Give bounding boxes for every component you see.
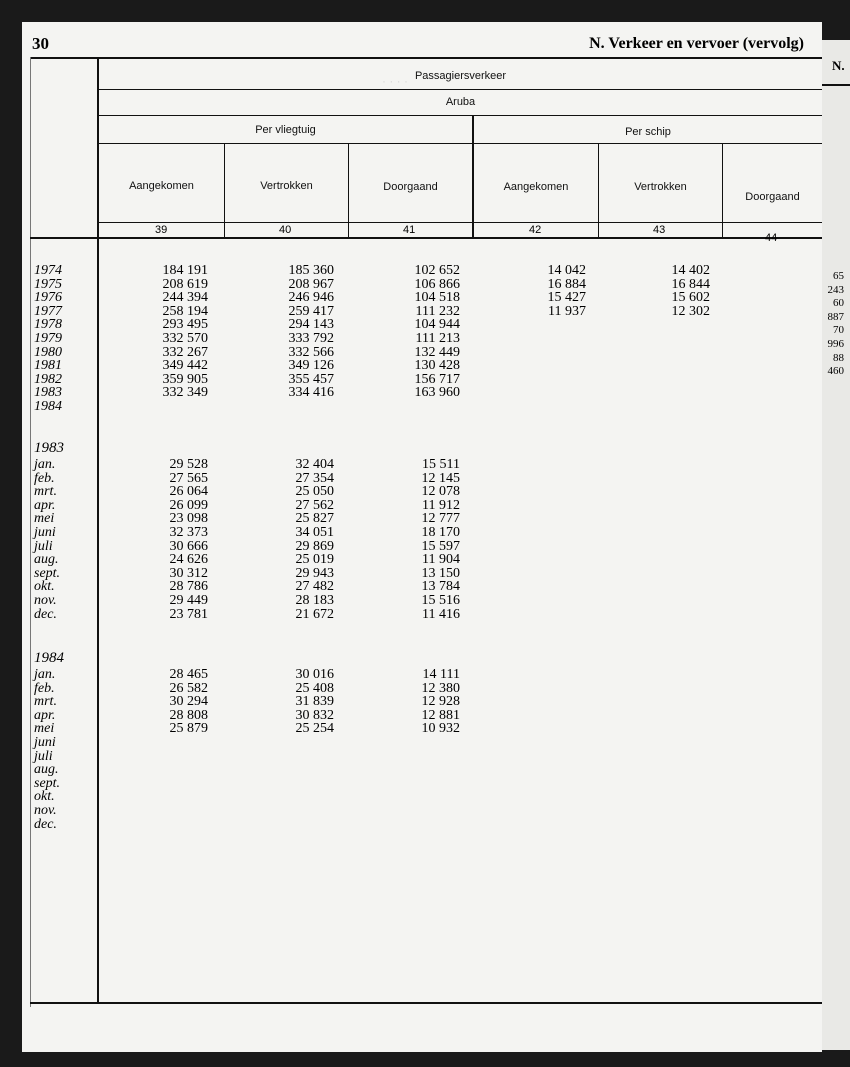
year-label: 1980 — [34, 344, 62, 360]
cell: 23 098 — [169, 511, 208, 527]
adjacent-col-44 — [822, 270, 844, 379]
adjacent-page-rule — [822, 84, 850, 86]
cell: 28 465 — [169, 667, 208, 682]
cell: 28 183 — [295, 592, 334, 608]
cell: 332 267 — [162, 344, 208, 360]
month-label: aug. — [34, 762, 59, 778]
cell: 24 626 — [169, 552, 208, 568]
cell: 163 960 — [414, 385, 460, 401]
adjacent-page — [822, 40, 850, 1050]
cell: 21 672 — [295, 606, 334, 622]
cell: 30 312 — [169, 565, 208, 581]
rule-header-4 — [99, 222, 822, 223]
cell: 11 912 — [422, 497, 460, 513]
cell: 106 866 — [414, 276, 460, 292]
cell: 12 380 — [421, 680, 460, 696]
rule-left-edge — [30, 57, 31, 1007]
cell: 15 511 — [422, 457, 460, 472]
m1983-col-39 — [132, 458, 208, 621]
month-label: okt. — [34, 579, 55, 595]
cell: 25 879 — [169, 721, 208, 737]
cell: 359 905 — [162, 371, 208, 387]
cell — [132, 400, 208, 414]
cell: 88 460 — [827, 351, 844, 378]
annual-col-43 — [634, 264, 710, 318]
m1984-col-41 — [384, 668, 460, 736]
cell: 14 111 — [422, 667, 460, 682]
cell: 23 781 — [169, 606, 208, 622]
cell: 246 946 — [288, 290, 334, 306]
cell: 31 839 — [295, 694, 334, 710]
col-header-40: Vertrokken — [260, 180, 313, 192]
cell: 29 943 — [295, 565, 334, 581]
m1984-col-40 — [258, 668, 334, 736]
cell: 27 565 — [169, 470, 208, 486]
cell: 156 717 — [414, 371, 460, 387]
cell: 349 126 — [288, 358, 334, 374]
cell: 14 042 — [547, 263, 586, 278]
col-header-42: Aangekomen — [503, 181, 569, 193]
cell: 70 996 — [827, 324, 844, 350]
month-label: juli — [34, 538, 53, 554]
col-header-41: Doorgaand — [383, 181, 438, 193]
month-label: mei — [34, 511, 55, 527]
cell: 332 570 — [162, 330, 208, 346]
cell: 25 408 — [295, 680, 334, 696]
cell: 12 881 — [421, 707, 460, 723]
month-label: mrt. — [34, 484, 57, 500]
cell: 15 516 — [421, 592, 460, 608]
annual-col-39 — [132, 264, 208, 414]
group-header: Passagiersverkeer — [414, 70, 507, 82]
cell: 184 191 — [162, 263, 208, 278]
cell: 26 064 — [169, 484, 208, 500]
cell: 332 349 — [162, 385, 208, 401]
page-title: N. Verkeer en vervoer (vervolg) — [589, 35, 804, 52]
cell: 13 150 — [421, 565, 460, 581]
cell: 25 827 — [295, 511, 334, 527]
rule-stub — [97, 59, 99, 1004]
year-label: 1978 — [34, 317, 62, 333]
cell: 27 562 — [295, 497, 334, 513]
month-label: sept. — [34, 565, 61, 581]
cell: 111 213 — [415, 330, 460, 346]
year-label: 1982 — [34, 371, 62, 387]
cell: 30 294 — [169, 694, 208, 710]
month-label: apr. — [34, 497, 56, 513]
month-label: juni — [34, 734, 56, 750]
cell: 208 619 — [162, 276, 208, 292]
month-label: sept. — [34, 775, 61, 791]
cell: 11 904 — [422, 552, 460, 568]
cell: 132 449 — [414, 344, 460, 360]
rule-header-2 — [99, 115, 822, 116]
months-1983 — [34, 442, 64, 621]
month-label: jan. — [34, 667, 56, 682]
cell: 18 170 — [421, 524, 460, 540]
cell: 208 967 — [288, 276, 334, 292]
cell: 26 099 — [169, 497, 208, 513]
months-1984 — [34, 652, 64, 831]
cell: 30 016 — [295, 667, 334, 682]
cell: 25 019 — [295, 552, 334, 568]
col-number-44: 44 — [765, 232, 778, 244]
annual-col-42 — [510, 264, 586, 318]
month-label: mei — [34, 721, 55, 737]
adjacent-page-title: N. — [832, 58, 845, 73]
month-label: dec. — [34, 816, 57, 832]
cell: 30 832 — [295, 707, 334, 723]
cell: 15 427 — [547, 290, 586, 306]
cell: 12 145 — [421, 470, 460, 486]
year-heading: 1984 — [34, 650, 64, 666]
air-header: Per vliegtuig — [255, 124, 316, 136]
cell: 29 449 — [169, 592, 208, 608]
rule-bottom — [30, 1002, 822, 1004]
cell: 258 194 — [162, 303, 208, 319]
rule-header-1 — [99, 89, 822, 90]
rule-top — [30, 57, 822, 59]
cell: 15 602 — [671, 290, 710, 306]
cell: 13 784 — [421, 579, 460, 595]
m1984-col-39 — [132, 668, 208, 736]
cell: 28 786 — [169, 579, 208, 595]
cell: 10 932 — [421, 721, 460, 737]
annual-col-40 — [258, 264, 334, 414]
island-header: Aruba — [445, 96, 476, 108]
sea-header: Per schip — [625, 126, 671, 138]
month-label: juli — [34, 748, 53, 764]
month-label: feb. — [34, 680, 55, 696]
cell: 12 302 — [671, 303, 710, 319]
col-header-43: Vertrokken — [634, 181, 687, 193]
cell: 259 417 — [288, 303, 334, 319]
cell: 130 428 — [414, 358, 460, 374]
cell: 14 402 — [671, 263, 710, 278]
month-label: mrt. — [34, 694, 57, 710]
month-label: okt. — [34, 789, 55, 805]
cell: 355 457 — [288, 371, 334, 387]
year-label: 1984 — [34, 398, 62, 414]
cell: 12 078 — [421, 484, 460, 500]
col-number-41: 41 — [403, 224, 416, 236]
m1983-col-40 — [258, 458, 334, 621]
month-label: juni — [34, 524, 56, 540]
cell: 111 232 — [415, 303, 460, 319]
cell: 185 360 — [288, 263, 334, 278]
rule-header-5 — [30, 237, 822, 239]
cell: 60 887 — [827, 297, 844, 323]
cell — [258, 400, 334, 414]
month-label: feb. — [34, 470, 55, 486]
cell: 65 243 — [827, 270, 844, 296]
book-page — [22, 22, 822, 1052]
cell: 333 792 — [288, 330, 334, 346]
page-number: 30 — [32, 34, 49, 53]
col-number-39: 39 — [155, 224, 168, 236]
month-label: dec. — [34, 606, 57, 622]
year-label: 1975 — [34, 276, 62, 292]
col-header-39: Aangekomen — [129, 180, 194, 192]
cell: 294 143 — [288, 317, 334, 333]
col-number-42: 42 — [529, 224, 542, 236]
year-label: 1974 — [34, 263, 62, 278]
cell: 334 416 — [288, 385, 334, 401]
year-label: 1983 — [34, 385, 62, 401]
cell: 25 050 — [295, 484, 334, 500]
cell: 15 597 — [421, 538, 460, 554]
col-number-43: 43 — [653, 224, 666, 236]
cell: 32 404 — [295, 457, 334, 472]
cell: 293 495 — [162, 317, 208, 333]
month-label: aug. — [34, 552, 59, 568]
year-label: 1977 — [34, 303, 62, 319]
cell: 29 869 — [295, 538, 334, 554]
year-label: 1976 — [34, 290, 62, 306]
year-label: 1981 — [34, 358, 62, 374]
year-label: 1979 — [34, 330, 62, 346]
cell: 34 051 — [295, 524, 334, 540]
month-label: jan. — [34, 457, 56, 472]
year-heading: 1983 — [34, 440, 64, 456]
cell: 349 442 — [162, 358, 208, 374]
col-number-40: 40 — [279, 224, 292, 236]
cell: 30 666 — [169, 538, 208, 554]
cell: 28 808 — [169, 707, 208, 723]
month-label: apr. — [34, 707, 56, 723]
cell: 25 254 — [295, 721, 334, 737]
cell: 12 777 — [421, 511, 460, 527]
cell: 16 884 — [547, 276, 586, 292]
annual-years — [34, 264, 62, 414]
cell: 12 928 — [421, 694, 460, 710]
bleed-through-text: · · · · — [382, 74, 408, 88]
cell: 27 482 — [295, 579, 334, 595]
month-label: nov. — [34, 802, 57, 818]
m1983-col-41 — [384, 458, 460, 621]
cell: 26 582 — [169, 680, 208, 696]
cell: 32 373 — [169, 524, 208, 540]
cell: 11 937 — [548, 303, 586, 319]
cell: 29 528 — [169, 457, 208, 472]
col-header-44: Doorgaand — [745, 191, 800, 203]
cell — [384, 400, 460, 414]
cell: 27 354 — [295, 470, 334, 486]
annual-col-41 — [384, 264, 460, 414]
month-label: nov. — [34, 592, 57, 608]
cell: 102 652 — [414, 263, 460, 278]
cell: 332 566 — [288, 344, 334, 360]
cell: 11 416 — [422, 606, 460, 622]
cell: 16 844 — [671, 276, 710, 292]
cell: 104 518 — [414, 290, 460, 306]
cell: 244 394 — [162, 290, 208, 306]
cell: 104 944 — [414, 317, 460, 333]
rule-header-3 — [99, 143, 822, 144]
